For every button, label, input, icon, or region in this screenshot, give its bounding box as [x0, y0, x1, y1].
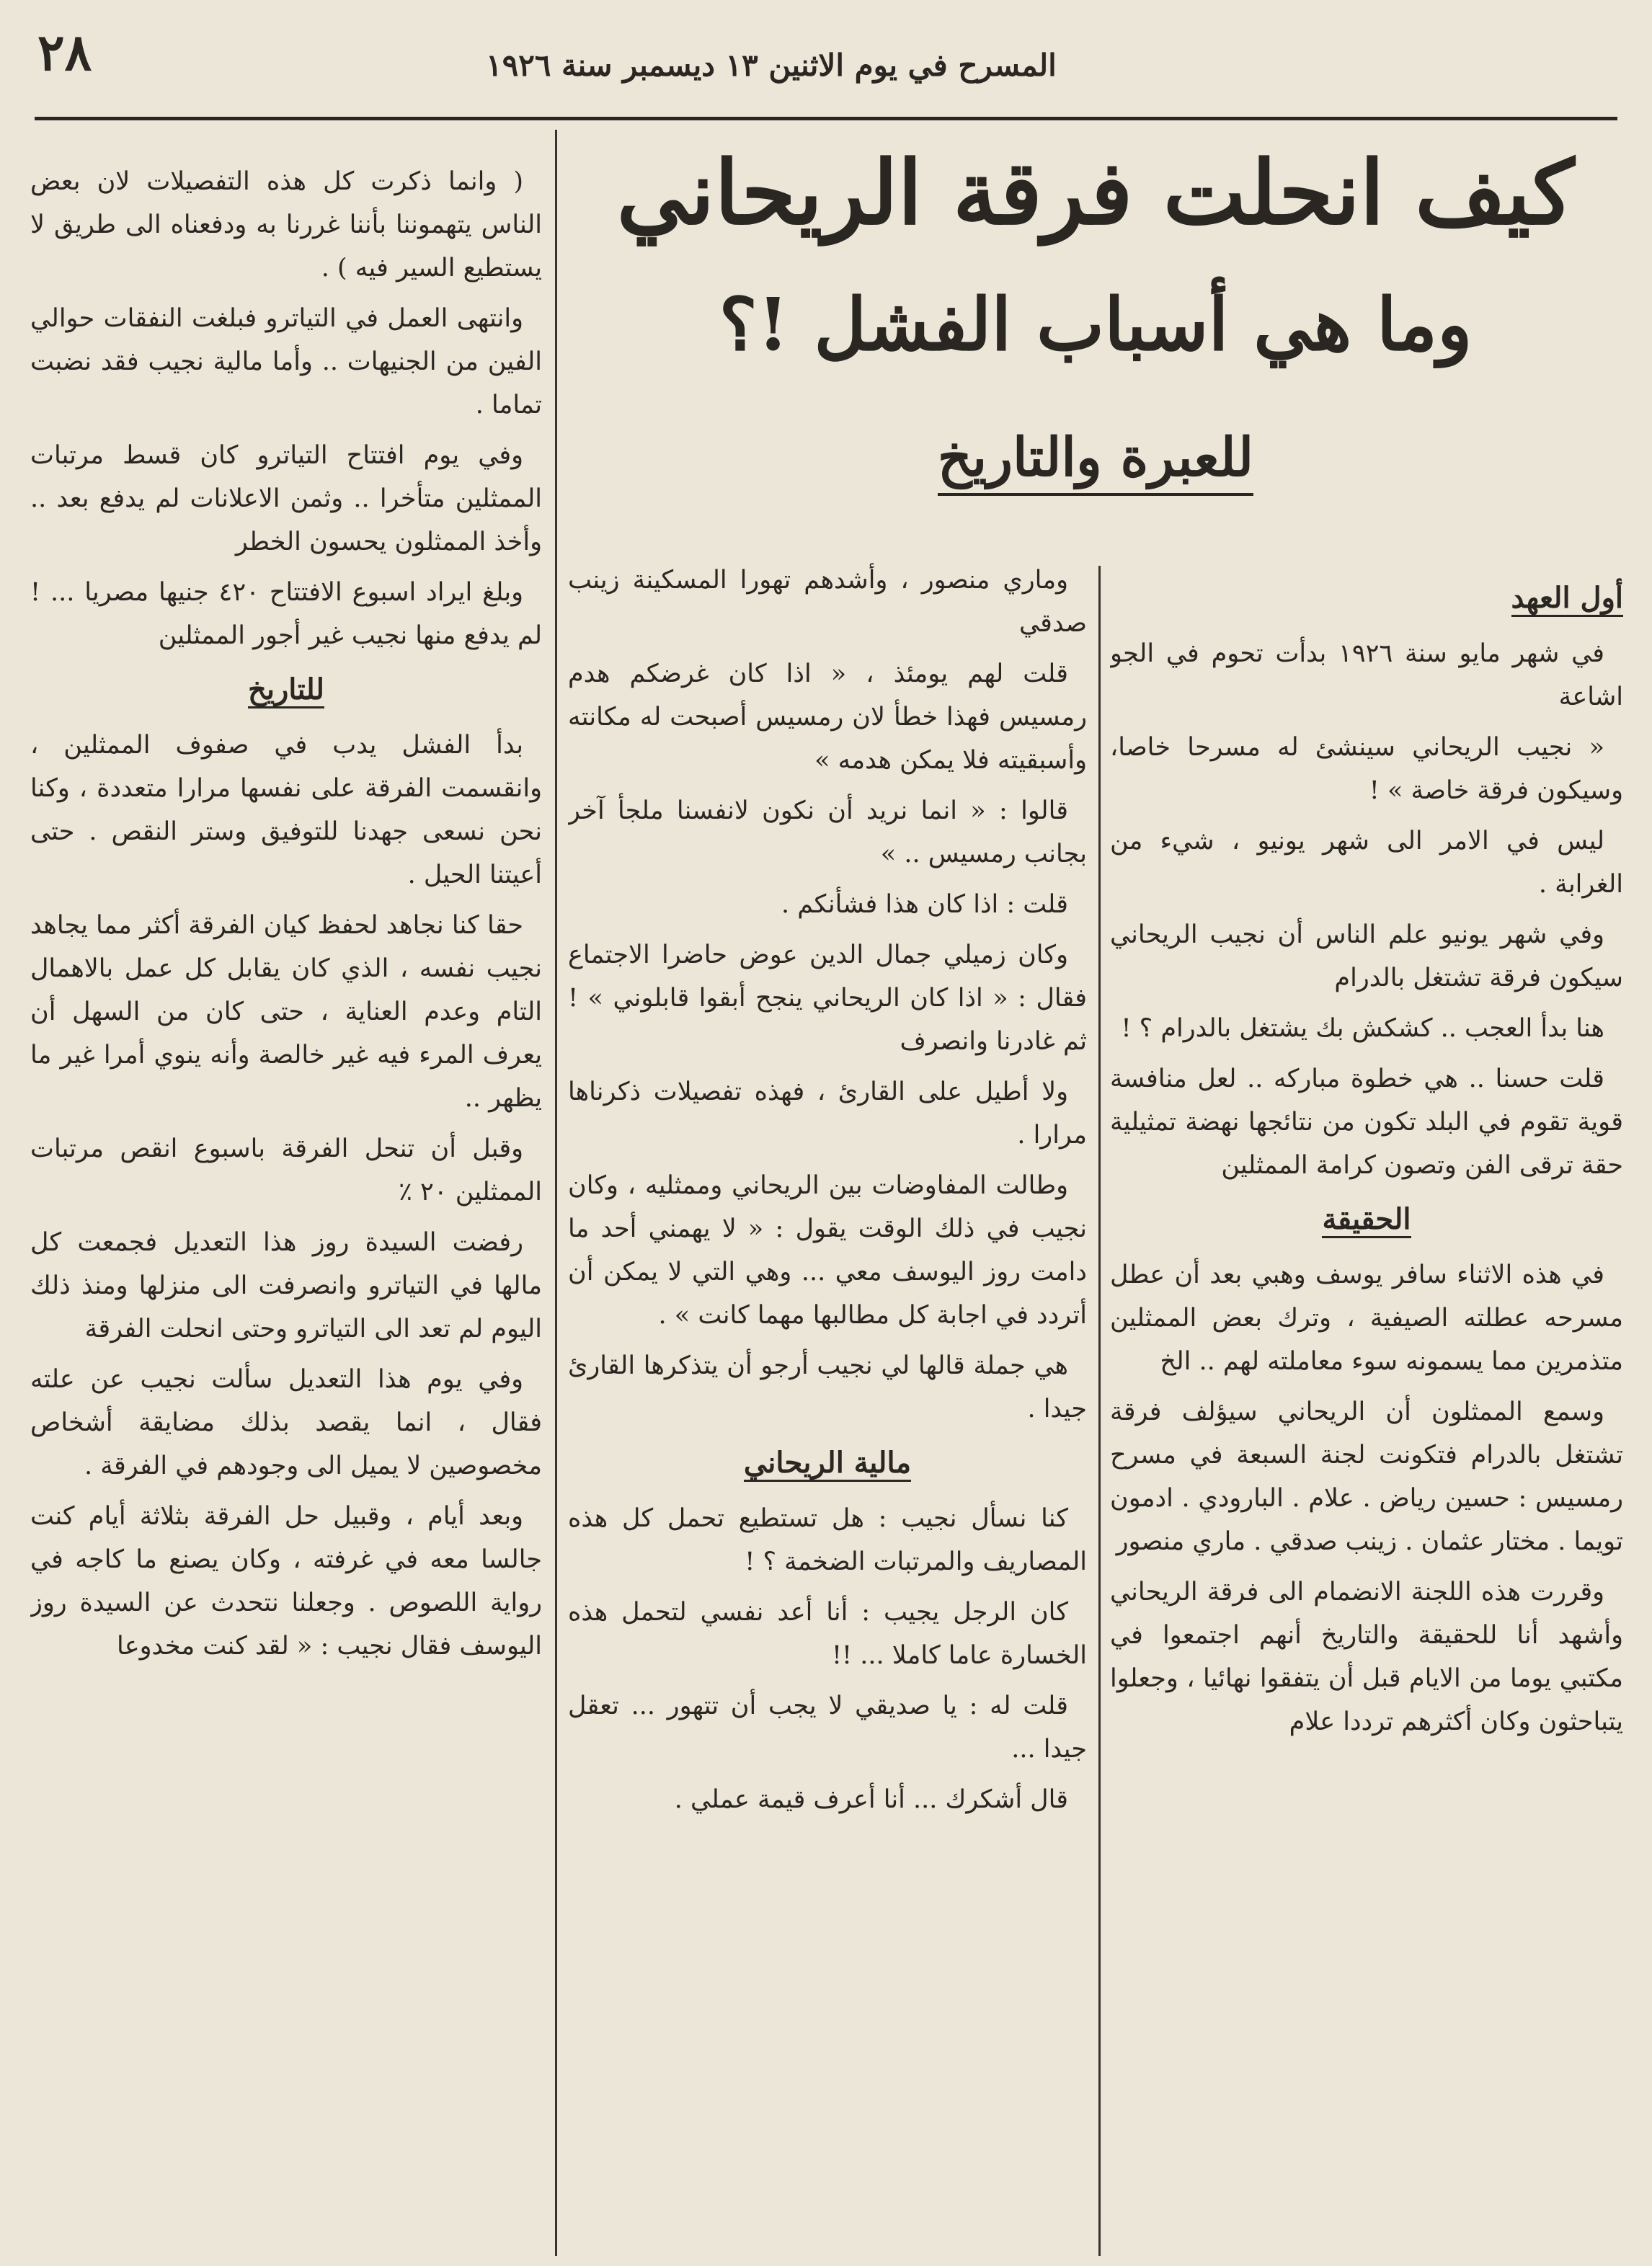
- header-rule: [35, 117, 1617, 120]
- article-column-right: [1110, 566, 1623, 2256]
- subheadline: وما هي أسباب الفشل !؟: [719, 282, 1473, 367]
- headline: كيف انحلت فرقة الريحاني: [616, 141, 1575, 244]
- running-head: المسرح في يوم الاثنين ١٣ ديسمبر سنة ١٩٢٦: [486, 48, 1057, 83]
- paragraph: وبلغ ايراد اسبوع الافتتاح ٤٢٠ جنيها مصريا ... ! لم يدفع منها نجيب غير أجور الممثلين: [30, 578, 542, 650]
- column-divider-left: [555, 130, 557, 2256]
- paragraph: قلت حسنا .. هي خطوة مباركه .. لعل منافسة قوية تقوم في البلد تكون من نتائجها نهضة تمثيلية حقة ترقى الفن وتصون كرامة الممثلين: [1110, 1065, 1623, 1180]
- paragraph: رفضت السيدة روز هذا التعديل فجمعت كل مالها في التياترو وانصرفت الى منزلها ومنذ ذلك اليوم لم تعد الى التياترو وحتى انحلت الفرقة: [30, 1228, 542, 1343]
- paragraph: وقبل أن تنحل الفرقة باسبوع انقص مرتبات الممثلين ٢٠ ٪: [30, 1134, 542, 1207]
- paragraph: كان الرجل يجيب : أنا أعد نفسي لتحمل هذه الخسارة عاما كاملا ... !!: [568, 1598, 1087, 1670]
- section-heading: [568, 1441, 1087, 1485]
- paragraph: وقررت هذه اللجنة الانضمام الى فرقة الريحاني وأشهد أنا للحقيقة والتاريخ أنهم اجتمعوا في مكتبي يوما من الايام قبل أن يتفقوا نهائيا ، وجعلوا يتباحثون وكان أكثرهم ترددا علام: [1110, 1578, 1623, 1736]
- paragraph: قالوا : « انما نريد أن نكون لانفسنا ملجأ آخر بجانب رمسيس .. »: [568, 796, 1087, 868]
- paragraph: في شهر مايو سنة ١٩٢٦ بدأت تحوم في الجو اشاعة: [1110, 639, 1623, 711]
- section-heading-text: للتاريخ: [248, 672, 324, 708]
- paragraph: وكان زميلي جمال الدين عوض حاضرا الاجتماع فقال : « اذا كان الريحاني ينجح أبقوا قابلوني » ! ثم غادرنا وانصرف: [568, 941, 1087, 1056]
- paragraph: وبعد أيام ، وقبيل حل الفرقة بثلاثة أيام كنت جالسا معه في غرفته ، وكان يصنع ما كاجه في رواية اللصوص . وجعلنا نتحدث عن السيدة روز اليوسف فقال نجيب : « لقد كنت مخدوعا: [30, 1502, 542, 1661]
- kicker-text: للعبرة والتاريخ: [938, 427, 1253, 496]
- paragraph: وطالت المفاوضات بين الريحاني وممثليه ، وكان نجيب في ذلك الوقت يقول : « لا يهمني أحد ما دامت روز اليوسف معي ... وهي التي لا يمكن أن أتردد في اجابة كل مطالبها مهما كانت » .: [568, 1171, 1087, 1330]
- paragraph: وفي يوم هذا التعديل سألت نجيب عن علته فقال ، انما يقصد بذلك مضايقة أشخاص مخصوصين لا يميل الى وجودهم في الفرقة .: [30, 1365, 542, 1480]
- paragraph: وماري منصور ، وأشدهم تهورا المسكينة زينب صدقي: [568, 566, 1087, 638]
- paragraph: ليس في الامر الى شهر يونيو ، شيء من الغرابة .: [1110, 827, 1623, 899]
- section-heading: [30, 667, 542, 712]
- paragraph: ولا أطيل على القارئ ، فهذه تفصيلات ذكرناها مرارا .: [568, 1078, 1087, 1150]
- paragraph: وفي يوم افتتاح التياترو كان قسط مرتبات الممثلين متأخرا .. وثمن الاعلانات لم يدفع بعد .. وأخذ الممثلون يحسون الخطر: [30, 441, 542, 556]
- paragraph: وفي شهر يونيو علم الناس أن نجيب الريحاني سيكون فرقة تشتغل بالدرام: [1110, 920, 1623, 992]
- section-heading-text: أول العهد: [1511, 581, 1623, 617]
- paragraph: وسمع الممثلون أن الريحاني سيؤلف فرقة تشتغل بالدرام فتكونت لجنة السبعة في مسرح رمسيس : حسين رياض . علام . البارودي . ادمون تويما . مختار عثمان . زينب صدقي . ماري منصور: [1110, 1398, 1623, 1556]
- paragraph: بدأ الفشل يدب في صفوف الممثلين ، وانقسمت الفرقة على نفسها مرارا متعددة ، وكنا نحن نسعى جهدنا للتوفيق وستر النقص . حتى أعيتنا الحيل .: [30, 731, 542, 889]
- section-heading: [1110, 576, 1623, 621]
- section-heading-text: مالية الريحاني: [744, 1446, 911, 1482]
- section-heading-text: الحقيقة: [1322, 1202, 1411, 1238]
- article-column-middle: [568, 559, 1087, 2256]
- paragraph: قلت : اذا كان هذا فشأنكم .: [781, 890, 1068, 919]
- paragraph: قلت له : يا صديقي لا يجب أن تتهور ... تعقل جيدا ...: [568, 1692, 1087, 1764]
- paragraph: قال أشكرك ... أنا أعرف قيمة عملي .: [674, 1785, 1068, 1814]
- article-column-left: [30, 160, 542, 2256]
- page-number: ٢٨: [37, 22, 92, 82]
- column-divider-right: [1098, 566, 1101, 2256]
- paragraph: « نجيب الريحاني سينشئ له مسرحا خاصا، وسيكون فرقة خاصة » !: [1110, 733, 1623, 805]
- paragraph: في هذه الاثناء سافر يوسف وهبي بعد أن عطل مسرحه عطلته الصيفية ، وترك بعض الممثلين متذمرين مما يسمونه سوء معاملته لهم .. الخ: [1110, 1261, 1623, 1376]
- paragraph: قلت لهم يومئذ ، « اذا كان غرضكم هدم رمسيس فهذا خطأ لان رمسيس أصبحت له مكانته وأسبقيته فلا يمكن هدمه »: [568, 659, 1087, 775]
- paragraph: ( وانما ذكرت كل هذه التفصيلات لان بعض الناس يتهموننا بأننا غررنا به ودفعناه الى طريق لا يستطيع السير فيه ) .: [30, 167, 542, 283]
- paragraph: كنا نسأل نجيب : هل تستطيع تحمل كل هذه المصاريف والمرتبات الضخمة ؟ !: [568, 1504, 1087, 1576]
- paragraph: هي جملة قالها لي نجيب أرجو أن يتذكرها القارئ جيدا .: [568, 1351, 1087, 1423]
- section-heading: [1110, 1197, 1623, 1242]
- paragraph: هنا بدأ العجب .. كشكش بك يشتغل بالدرام ؟ !: [1121, 1014, 1604, 1043]
- paragraph: حقا كنا نجاهد لحفظ كيان الفرقة أكثر مما يجاهد نجيب نفسه ، الذي كان يقابل كل عمل بالاهمال التام وعدم العناية ، حتى كان من السهل أن يعرف المرء فيه غير خالصة وأنه ينوي أمرا غير ما يظهر ..: [30, 911, 542, 1113]
- paragraph: وانتهى العمل في التياترو فبلغت النفقات حوالي الفين من الجنيهات .. وأما مالية نجيب فقد نضبت تماما .: [30, 304, 542, 419]
- kicker: [577, 429, 1615, 487]
